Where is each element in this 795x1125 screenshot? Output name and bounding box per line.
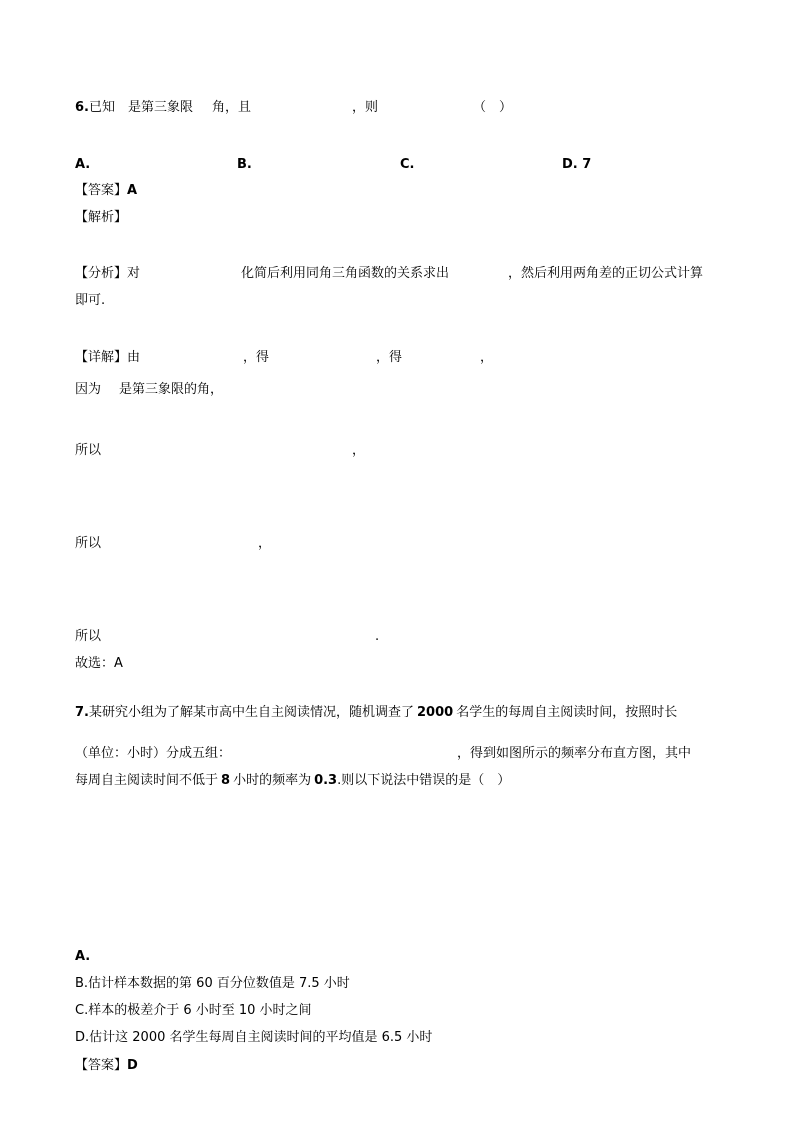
q6-detail: [75, 349, 140, 367]
q7-line3: [75, 772, 510, 790]
q6-number: 6.: [75, 100, 89, 115]
q6-comma-2: ，: [258, 536, 272, 551]
q6-choose: 故选：A: [75, 656, 123, 671]
q6-stem-a: 已知: [88, 100, 115, 115]
q7-line3-c: .则以下说法中错误的是（ ）: [337, 773, 511, 788]
q7-line1-a: 某研究小组为了解某市高中生自主阅读情况，随机调查了: [88, 705, 414, 720]
q7-line1-b: 名学生的每周自主阅读时间，按照时长: [456, 705, 678, 720]
q6-suoyi-2: 所以: [75, 536, 102, 551]
q6-detail-d: ，: [480, 350, 494, 365]
q6-analysis-label: 【解析】: [75, 210, 128, 225]
q7-number: 7.: [75, 705, 89, 720]
q6-answer: [75, 182, 137, 200]
q6-paren: （ ）: [473, 100, 513, 115]
q6-fenxi: [75, 265, 140, 283]
q6-detail-a: 由: [127, 350, 141, 365]
q7-line3-v: 0.3: [314, 773, 338, 788]
q7-option-d: D.估计这 2000 名学生每周自主阅读时间的平均值是 6.5 小时: [75, 1030, 433, 1045]
q6-comma-1: ，: [352, 443, 366, 458]
q6-fenxi-label: 【分析】: [75, 266, 128, 281]
q6-stem-c: 角，且: [212, 100, 252, 115]
q6-detail-b: ，得: [243, 350, 270, 365]
q7-option-a: A.: [75, 949, 91, 964]
q6-fenxi-c: ，然后利用两角差的正切公式计算: [508, 266, 704, 281]
q7-line2-a: （单位：小时）分成五组：: [75, 746, 232, 761]
q6-fenxi-a: 对: [127, 266, 141, 281]
q6-fenxi-d: 即可.: [75, 293, 106, 308]
q6-because-b: 是第三象限的角，: [119, 382, 224, 397]
q7-option-c: C.样本的极差介于 6 小时至 10 小时之间: [75, 1003, 312, 1018]
q6-answer-label: 【答案】: [75, 183, 128, 198]
q7-line2-b: ，得到如图所示的频率分布直方图，其中: [457, 746, 692, 761]
q6-period: .: [375, 629, 380, 644]
q7-option-b: B.估计样本数据的第 60 百分位数值是 7.5 小时: [75, 976, 350, 991]
q6-fenxi-b: 化简后利用同角三角函数的关系求出: [241, 266, 450, 281]
q7-line3-a: 每周自主阅读时间不低于: [75, 773, 219, 788]
q7-line1: [75, 704, 677, 722]
q6-option-c: C.: [400, 157, 415, 172]
q6-option-a: A.: [75, 157, 91, 172]
q6-suoyi-3: 所以: [75, 629, 102, 644]
q6-stem: [75, 99, 115, 117]
q7-line3-b: 小时的频率为: [233, 773, 312, 788]
q6-answer-value: A: [127, 183, 138, 198]
q6-stem-d: ，则: [352, 100, 379, 115]
q6-detail-c: ，得: [376, 350, 403, 365]
q7-line3-n: 8: [221, 773, 231, 788]
q7-answer: [75, 1057, 138, 1075]
q6-detail-label: 【详解】: [75, 350, 128, 365]
q6-option-b: B.: [237, 157, 252, 172]
q7-answer-value: D: [127, 1058, 138, 1073]
q7-line1-n: 2000: [417, 705, 454, 720]
q6-because-a: 因为: [75, 382, 102, 397]
q6-option-d: D. 7: [562, 157, 592, 172]
q6-suoyi-1: 所以: [75, 443, 102, 458]
q6-stem-b: 是第三象限: [128, 100, 194, 115]
q7-answer-label: 【答案】: [75, 1058, 128, 1073]
